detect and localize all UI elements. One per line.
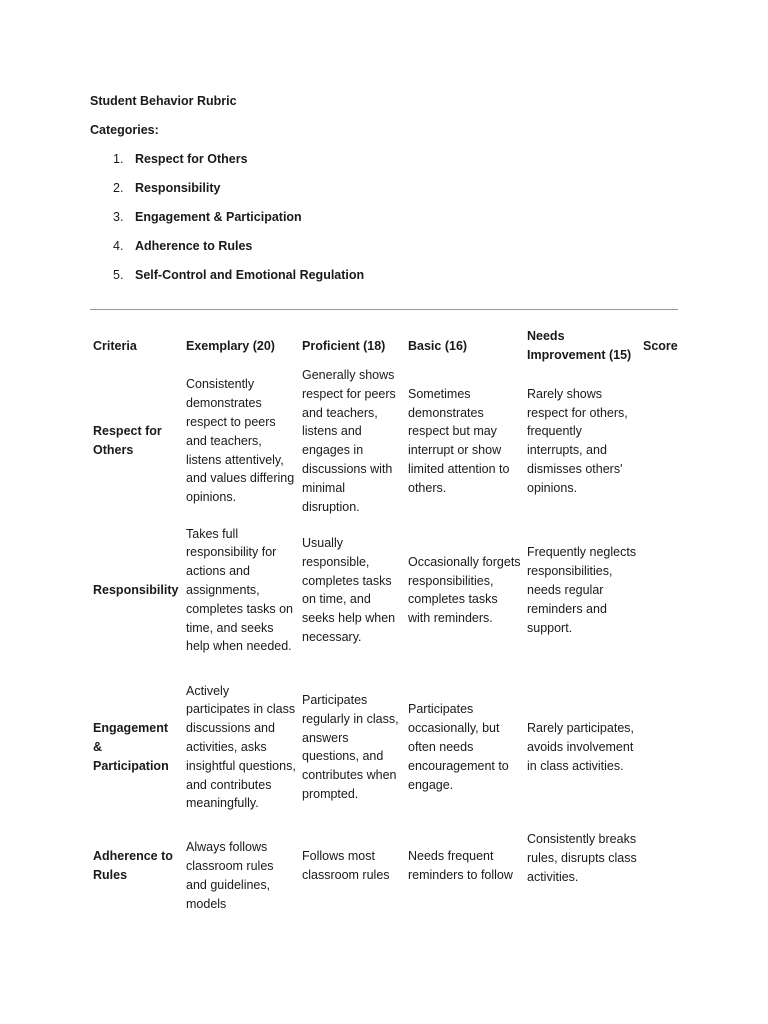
exemplary-cell: Actively participates in class discussions and activities, asks insightful questions, and contributes meaningfully. xyxy=(186,683,296,811)
document-title: Student Behavior Rubric xyxy=(90,94,237,108)
needs-improvement-cell: Frequently neglects responsibilities, needs regular reminders and support. xyxy=(527,545,637,635)
category-number: 1. xyxy=(113,152,124,166)
proficient-cell: Generally shows respect for peers and teachers, listens and engages in discussions with minimal disruption. xyxy=(302,368,396,514)
category-label: Respect for Others xyxy=(135,152,248,166)
criteria-cell: Engagement & Participation xyxy=(93,721,169,773)
category-label: Engagement & Participation xyxy=(135,210,302,224)
table-row xyxy=(90,664,690,830)
header-needs-improvement: Needs Improvement (15) xyxy=(527,329,632,362)
category-number: 4. xyxy=(113,239,124,253)
category-label: Self-Control and Emotional Regulation xyxy=(135,268,365,282)
category-item xyxy=(90,210,364,239)
proficient-cell: Usually responsible, completes tasks on time, and seeks help when necessary. xyxy=(302,535,396,644)
exemplary-cell: Consistently demonstrates respect to peers and teachers, listens attentively, and values differing opinions. xyxy=(186,377,295,505)
score-cell xyxy=(640,830,690,917)
needs-improvement-cell: Rarely shows respect for others, frequently interrupts, and dismisses others' opinions. xyxy=(527,386,628,495)
category-item xyxy=(90,152,364,181)
basic-cell: Occasionally forgets responsibilities, completes tasks with reminders. xyxy=(408,554,521,626)
criteria-cell: Adherence to Rules xyxy=(93,849,173,883)
proficient-cell: Participates regularly in class, answers questions, and contributes when prompted. xyxy=(302,692,399,801)
score-cell xyxy=(640,516,690,664)
category-label: Adherence to Rules xyxy=(135,239,253,253)
category-item xyxy=(90,239,364,268)
needs-improvement-cell: Consistently breaks rules, disrupts class activities. xyxy=(527,832,637,884)
table-row xyxy=(90,830,690,917)
category-label: Responsibility xyxy=(135,181,221,195)
categories-list xyxy=(90,152,364,297)
header-proficient: Proficient (18) xyxy=(302,338,386,353)
header-score: Score xyxy=(643,338,678,353)
category-number: 3. xyxy=(113,210,124,224)
exemplary-cell: Takes full responsibility for actions and assignments, completes tasks on time, and seeks help when needed. xyxy=(186,526,293,654)
criteria-cell: Responsibility xyxy=(93,582,179,597)
basic-cell: Sometimes demonstrates respect but may interrupt or show limited attention to others. xyxy=(408,386,510,495)
rubric-table xyxy=(90,326,690,917)
categories-heading: Categories: xyxy=(90,123,159,137)
score-cell xyxy=(640,366,690,516)
table-row xyxy=(90,366,690,516)
header-exemplary: Exemplary (20) xyxy=(186,338,275,353)
basic-cell: Participates occasionally, but often needs encouragement to engage. xyxy=(408,702,509,792)
rubric-header-row xyxy=(90,326,690,366)
proficient-cell: Follows most classroom rules xyxy=(302,849,390,883)
header-criteria: Criteria xyxy=(93,338,137,353)
category-number: 2. xyxy=(113,181,124,195)
criteria-cell: Respect for Others xyxy=(93,424,162,458)
table-row xyxy=(90,516,690,664)
score-cell xyxy=(640,664,690,830)
basic-cell: Needs frequent reminders to follow xyxy=(408,849,513,883)
category-item xyxy=(90,268,364,297)
exemplary-cell: Always follows classroom rules and guidelines, models xyxy=(186,840,274,911)
category-number: 5. xyxy=(113,268,124,282)
category-item xyxy=(90,181,364,210)
needs-improvement-cell: Rarely participates, avoids involvement in class activities. xyxy=(527,721,634,773)
horizontal-divider xyxy=(90,309,678,310)
header-basic: Basic (16) xyxy=(408,338,468,353)
